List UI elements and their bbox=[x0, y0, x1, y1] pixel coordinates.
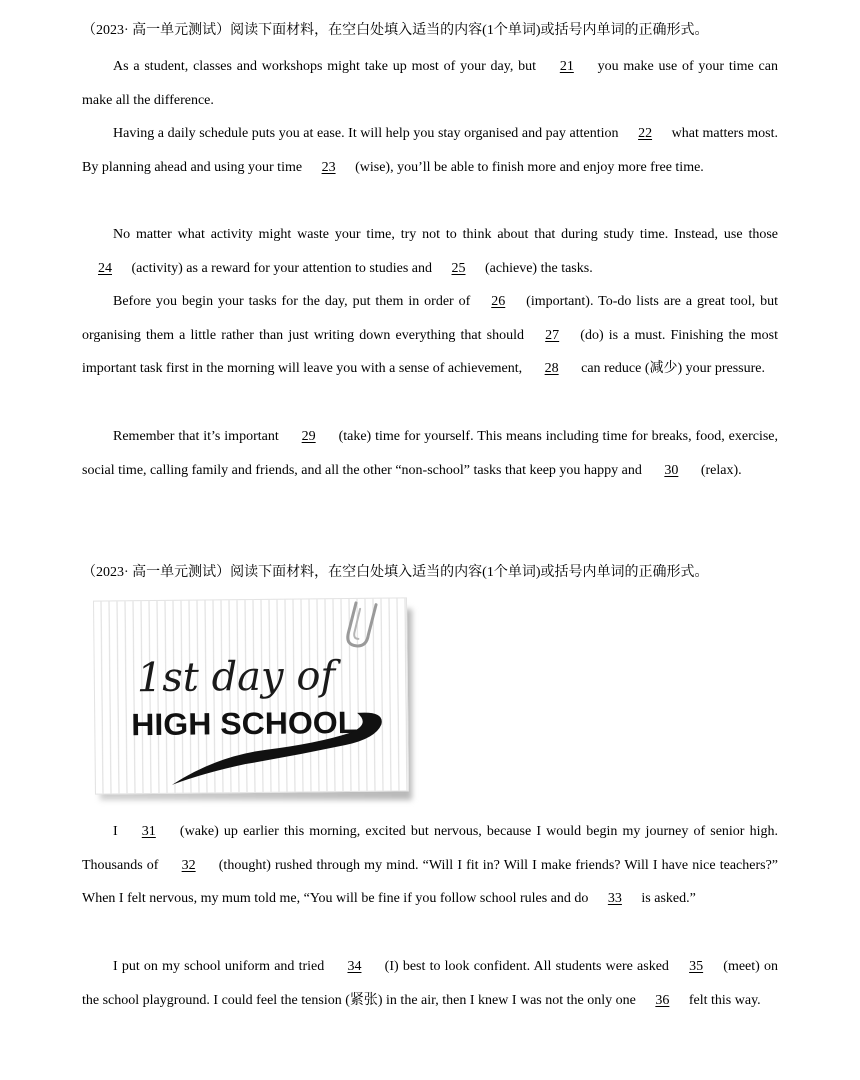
text: (important). To-do lists are a great tool, but organising them a little rather than just writing down everything that should bbox=[82, 294, 779, 343]
blank-22[interactable]: 22 bbox=[638, 126, 653, 141]
blank-28[interactable]: 28 bbox=[544, 361, 559, 377]
paperclip-icon bbox=[347, 603, 376, 646]
blank-32[interactable]: 32 bbox=[181, 857, 196, 873]
text: (relax). bbox=[697, 462, 742, 478]
blank-34[interactable]: 34 bbox=[347, 959, 362, 974]
text: (achieve) the tasks. bbox=[481, 260, 593, 276]
text: (thought) rushed through my mind. “Will I fit in? Will I make friends? Will I have nice teachers?” When I felt nervous, my mum told me, “You will be fine if you follow school rules and do bbox=[82, 857, 779, 907]
s1-paragraph-1 bbox=[82, 50, 778, 117]
text: felt this way. bbox=[685, 992, 761, 1008]
blank-27[interactable]: 27 bbox=[545, 327, 560, 343]
figure-line-1: 1st day of bbox=[136, 653, 336, 702]
text: (I) best to look confident. All students were asked bbox=[380, 959, 674, 974]
blank-35[interactable]: 35 bbox=[689, 959, 704, 974]
section-2-header: （2023· 高一单元测试）阅读下面材料，在空白处填入适当的内容(1个单词)或括号内单词的正确形式。 bbox=[82, 565, 709, 580]
text: you make use of your time can make all the difference. bbox=[82, 59, 778, 108]
text: (take) time for yourself. This means including time for breaks, food, exercise, social time, calling family and friends, and all the other “non-school” tasks that keep you happy and bbox=[82, 429, 778, 478]
text: (do) is a must. Finishing the most important task first in the morning will leave you with a sense of achievement, bbox=[82, 327, 778, 377]
blank-33[interactable]: 33 bbox=[607, 891, 622, 907]
s1-paragraph-5 bbox=[82, 420, 778, 487]
s1-paragraph-4 bbox=[82, 285, 778, 386]
blank-25[interactable]: 25 bbox=[451, 260, 466, 276]
text: (meet) on the school playground. I could feel the tension (紧张) in the air, then I knew I was not the only one bbox=[82, 959, 779, 1008]
high-school-image bbox=[94, 599, 412, 800]
text: Remember that it’s important bbox=[113, 429, 283, 444]
image-artwork bbox=[94, 598, 408, 793]
blank-29[interactable]: 29 bbox=[301, 429, 316, 444]
text: I put on my school uniform and tried bbox=[113, 959, 329, 974]
notepaper-card bbox=[93, 597, 409, 794]
blank-30[interactable]: 30 bbox=[664, 462, 679, 478]
s1-paragraph-2 bbox=[82, 117, 778, 184]
figure-line-2: HIGH SCHOOL bbox=[131, 704, 351, 743]
text: (activity) as a reward for your attention to studies and bbox=[128, 260, 436, 276]
text: As a student, classes and workshops might take up most of your day, but bbox=[113, 59, 541, 74]
s2-paragraph-1 bbox=[82, 815, 778, 916]
text: is asked.” bbox=[637, 891, 696, 907]
blank-31[interactable]: 31 bbox=[141, 824, 156, 839]
text: (wise), you’ll be able to finish more and enjoy more free time. bbox=[351, 159, 704, 175]
text: can reduce (减少) your pressure. bbox=[577, 361, 765, 377]
text: Having a daily schedule puts you at ease. It will help you stay organised and pay attention bbox=[113, 126, 623, 141]
blank-23[interactable]: 23 bbox=[321, 159, 336, 175]
s2-paragraph-2 bbox=[82, 950, 778, 1017]
text: (wake) up earlier this morning, excited but nervous, because I would begin my journey of senior high. Thousands of bbox=[82, 824, 778, 873]
blank-24[interactable]: 24 bbox=[98, 260, 112, 276]
section-1-header: （2023· 高一单元测试）阅读下面材料，在空白处填入适当的内容(1个单词)或括号内单词的正确形式。 bbox=[82, 23, 709, 38]
blank-26[interactable]: 26 bbox=[491, 294, 506, 309]
text: what matters most. By planning ahead and using your time bbox=[82, 126, 778, 175]
text: Before you begin your tasks for the day, put them in order of bbox=[113, 294, 476, 309]
s1-paragraph-3 bbox=[82, 218, 778, 285]
text: I bbox=[113, 824, 123, 839]
text: No matter what activity might waste your time, try not to think about that during study time. Instead, use those bbox=[113, 227, 778, 242]
blank-21[interactable]: 21 bbox=[559, 59, 574, 74]
blank-36[interactable]: 36 bbox=[655, 992, 670, 1008]
